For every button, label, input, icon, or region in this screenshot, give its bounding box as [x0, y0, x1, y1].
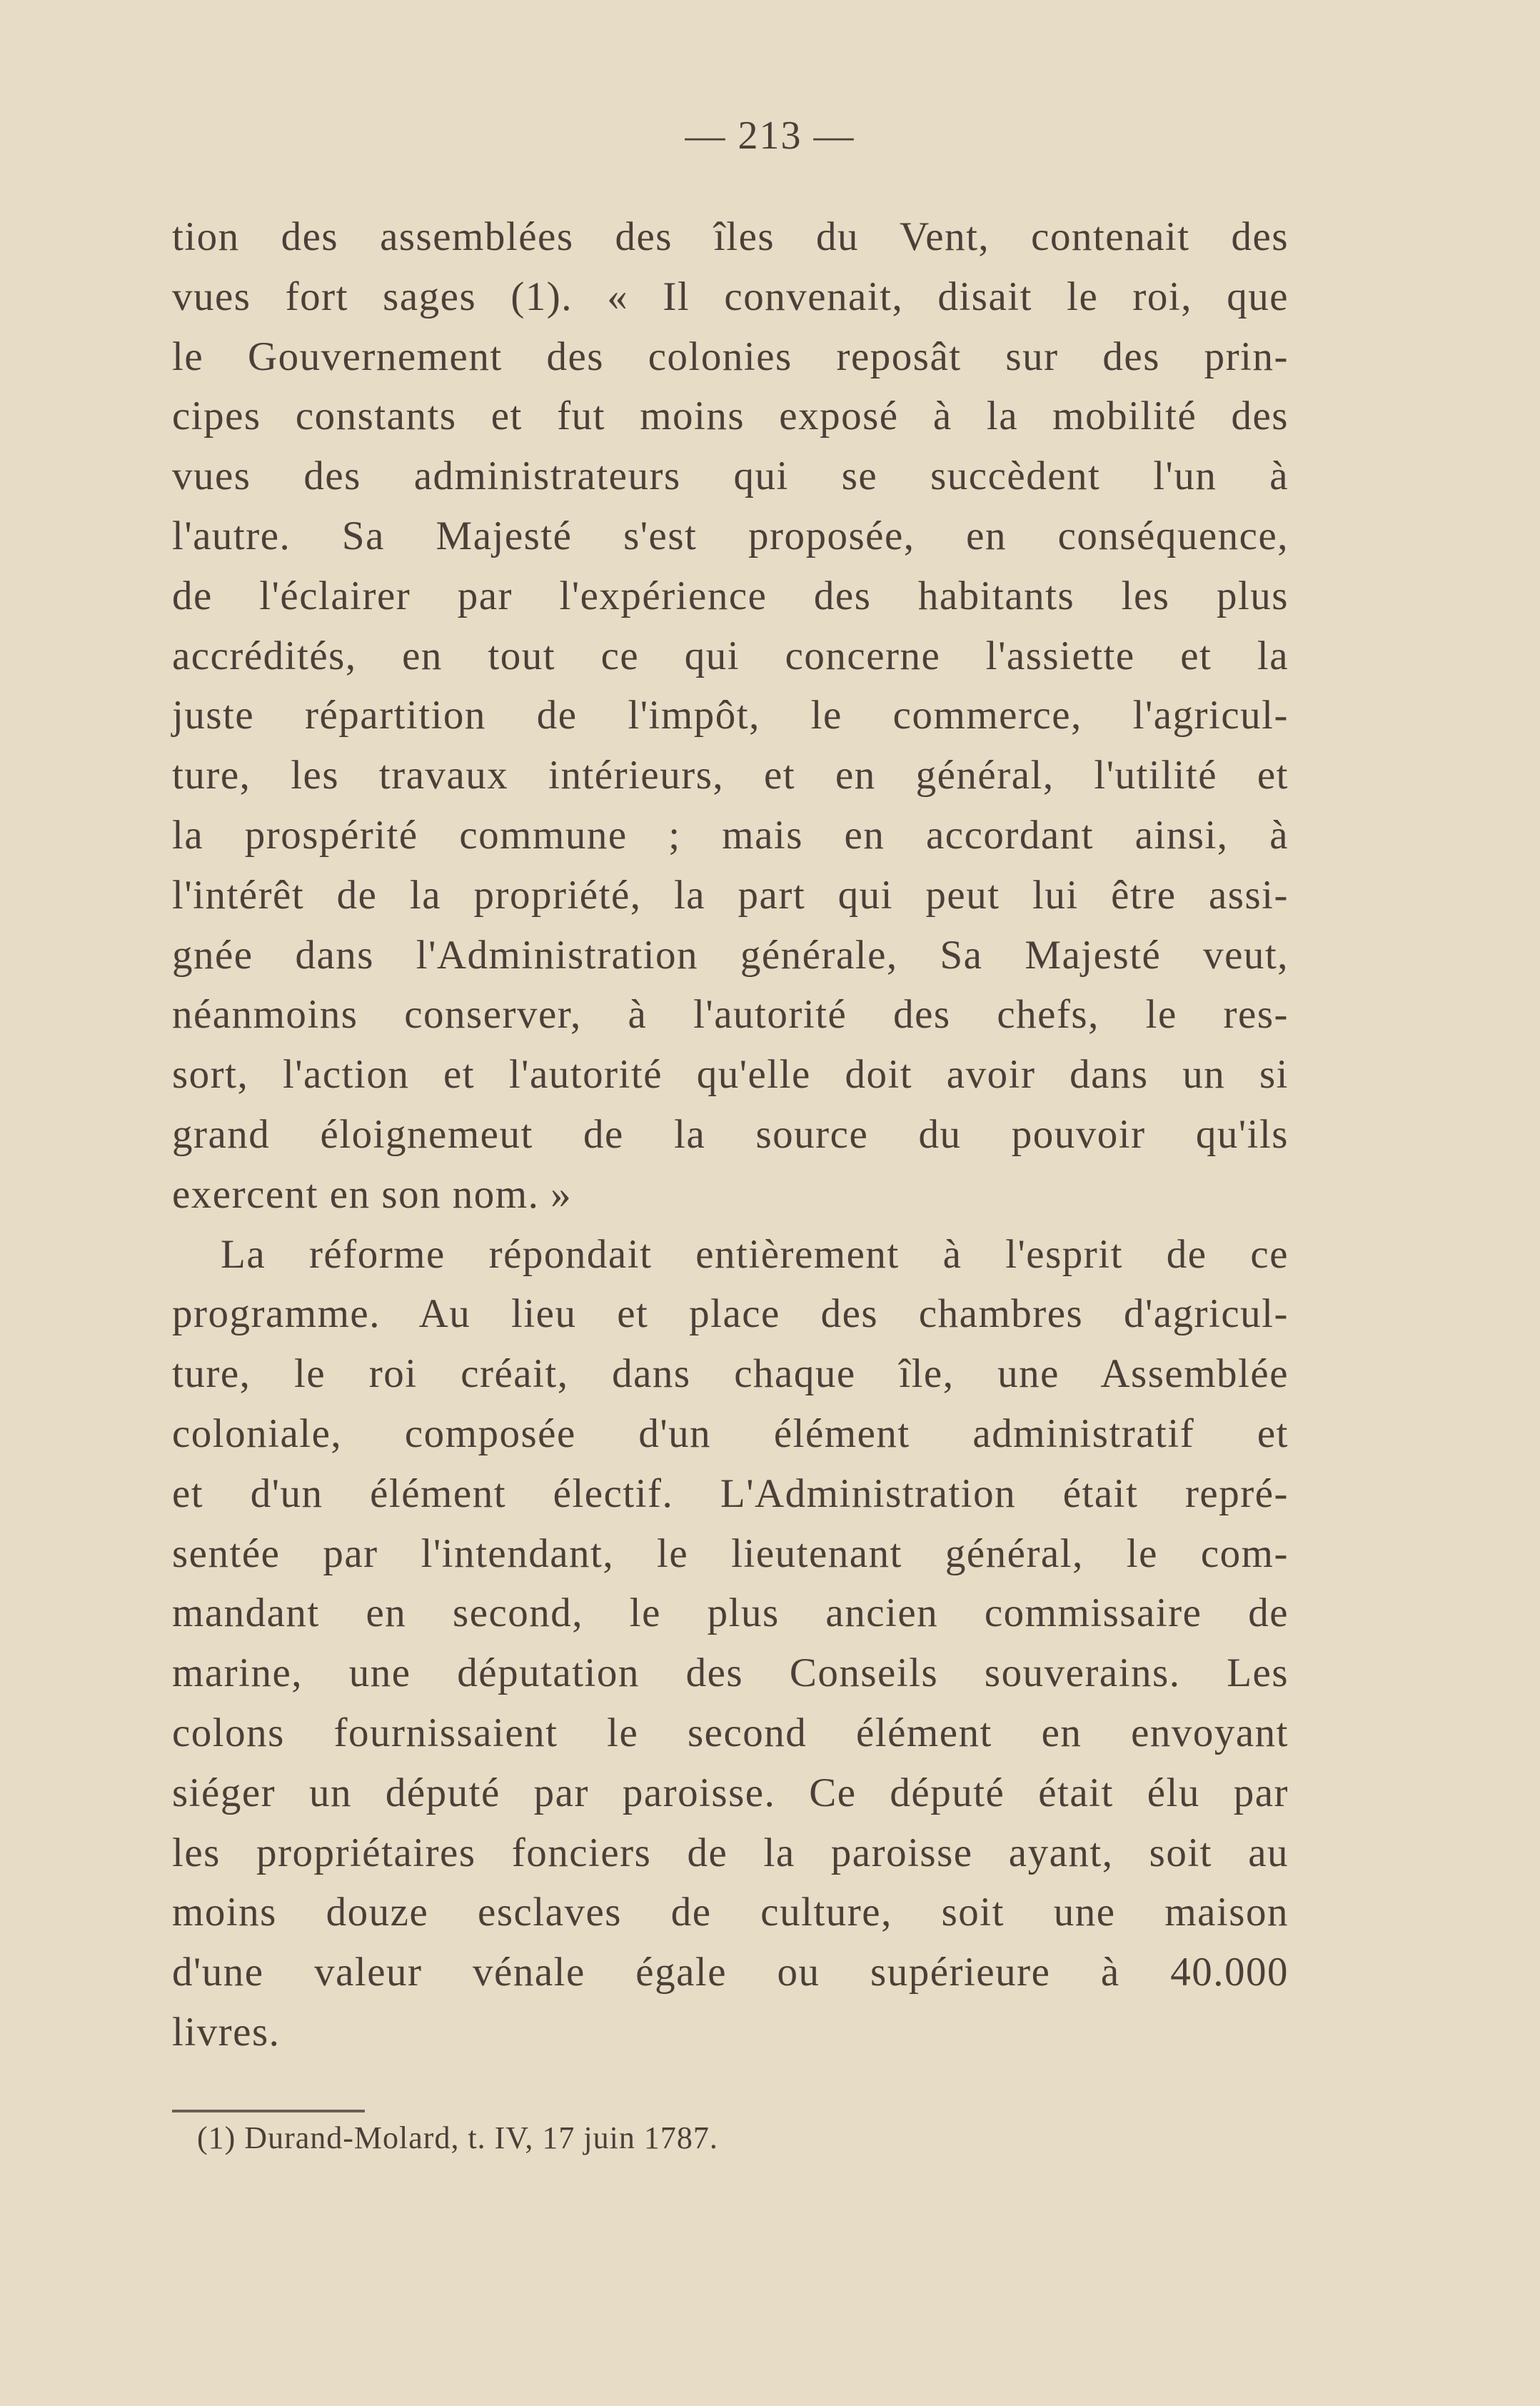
footnote-divider [172, 2110, 365, 2112]
text-line: La réforme répondait entièrement à l'esprit de ce [221, 1231, 1289, 1277]
text-line: colons fournissaient le second élément en envoyant [172, 1710, 1289, 1755]
text-line: mandant en second, le plus ancien commissaire de [172, 1590, 1289, 1636]
text-line: sentée par l'intendant, le lieutenant général, le com- [172, 1530, 1289, 1576]
page-number: — 213 — [685, 114, 855, 158]
text-line: cipes constants et fut moins exposé à la mobilité des [172, 394, 1289, 439]
text-line: juste répartition de l'impôt, le commerce, l'agricul- [172, 693, 1289, 738]
text-line: vues fort sages (1). « Il convenait, disait le roi, que [172, 274, 1289, 319]
text-line: accrédités, en tout ce qui concerne l'assiette et la [172, 633, 1289, 678]
text-line: les propriétaires fonciers de la paroisse ayant, soit au [172, 1830, 1289, 1875]
text-line: vues des administrateurs qui se succèdent l'un à [172, 453, 1289, 499]
text-line: exercent en son nom. » [172, 1171, 573, 1217]
text-line: et d'un élément électif. L'Administration était repré- [172, 1470, 1289, 1516]
text-line: néanmoins conserver, à l'autorité des chefs, le res- [172, 992, 1289, 1038]
text-line: programme. Au lieu et place des chambres d'agricul- [172, 1291, 1289, 1337]
text-line: gnée dans l'Administration générale, Sa Majesté veut, [172, 932, 1289, 978]
text-line: l'autre. Sa Majesté s'est proposée, en conséquence, [172, 513, 1289, 558]
text-line: grand éloignemeut de la source du pouvoir qu'ils [172, 1111, 1289, 1157]
text-line: coloniale, composée d'un élément administratif et [172, 1410, 1289, 1456]
text-line: sort, l'action et l'autorité qu'elle doit avoir dans un si [172, 1052, 1289, 1098]
text-line: siéger un député par paroisse. Ce député était élu par [172, 1770, 1289, 1815]
text-line: de l'éclairer par l'expérience des habitants les plus [172, 573, 1289, 618]
text-line: marine, une députation des Conseils souverains. Les [172, 1650, 1289, 1696]
text-line: la prospérité commune ; mais en accordant ainsi, à [172, 812, 1289, 858]
body-text [172, 207, 1289, 2062]
text-line: ture, le roi créait, dans chaque île, une Assemblée [172, 1351, 1289, 1397]
footnote: (1) Durand-Molard, t. IV, 17 juin 1787. [197, 2120, 718, 2155]
text-line: ture, les travaux intérieurs, et en général, l'utilité et [172, 753, 1289, 798]
text-line: le Gouvernement des colonies reposât sur des prin- [172, 334, 1289, 379]
text-line: tion des assemblées des îles du Vent, contenait des [172, 214, 1289, 259]
text-line: moins douze esclaves de culture, soit une maison [172, 1890, 1289, 1935]
text-line: livres. [172, 2009, 281, 2055]
text-line: d'une valeur vénale égale ou supérieure à 40.000 [172, 1950, 1289, 1995]
text-line: l'intérêt de la propriété, la part qui peut lui être assi- [172, 872, 1289, 918]
